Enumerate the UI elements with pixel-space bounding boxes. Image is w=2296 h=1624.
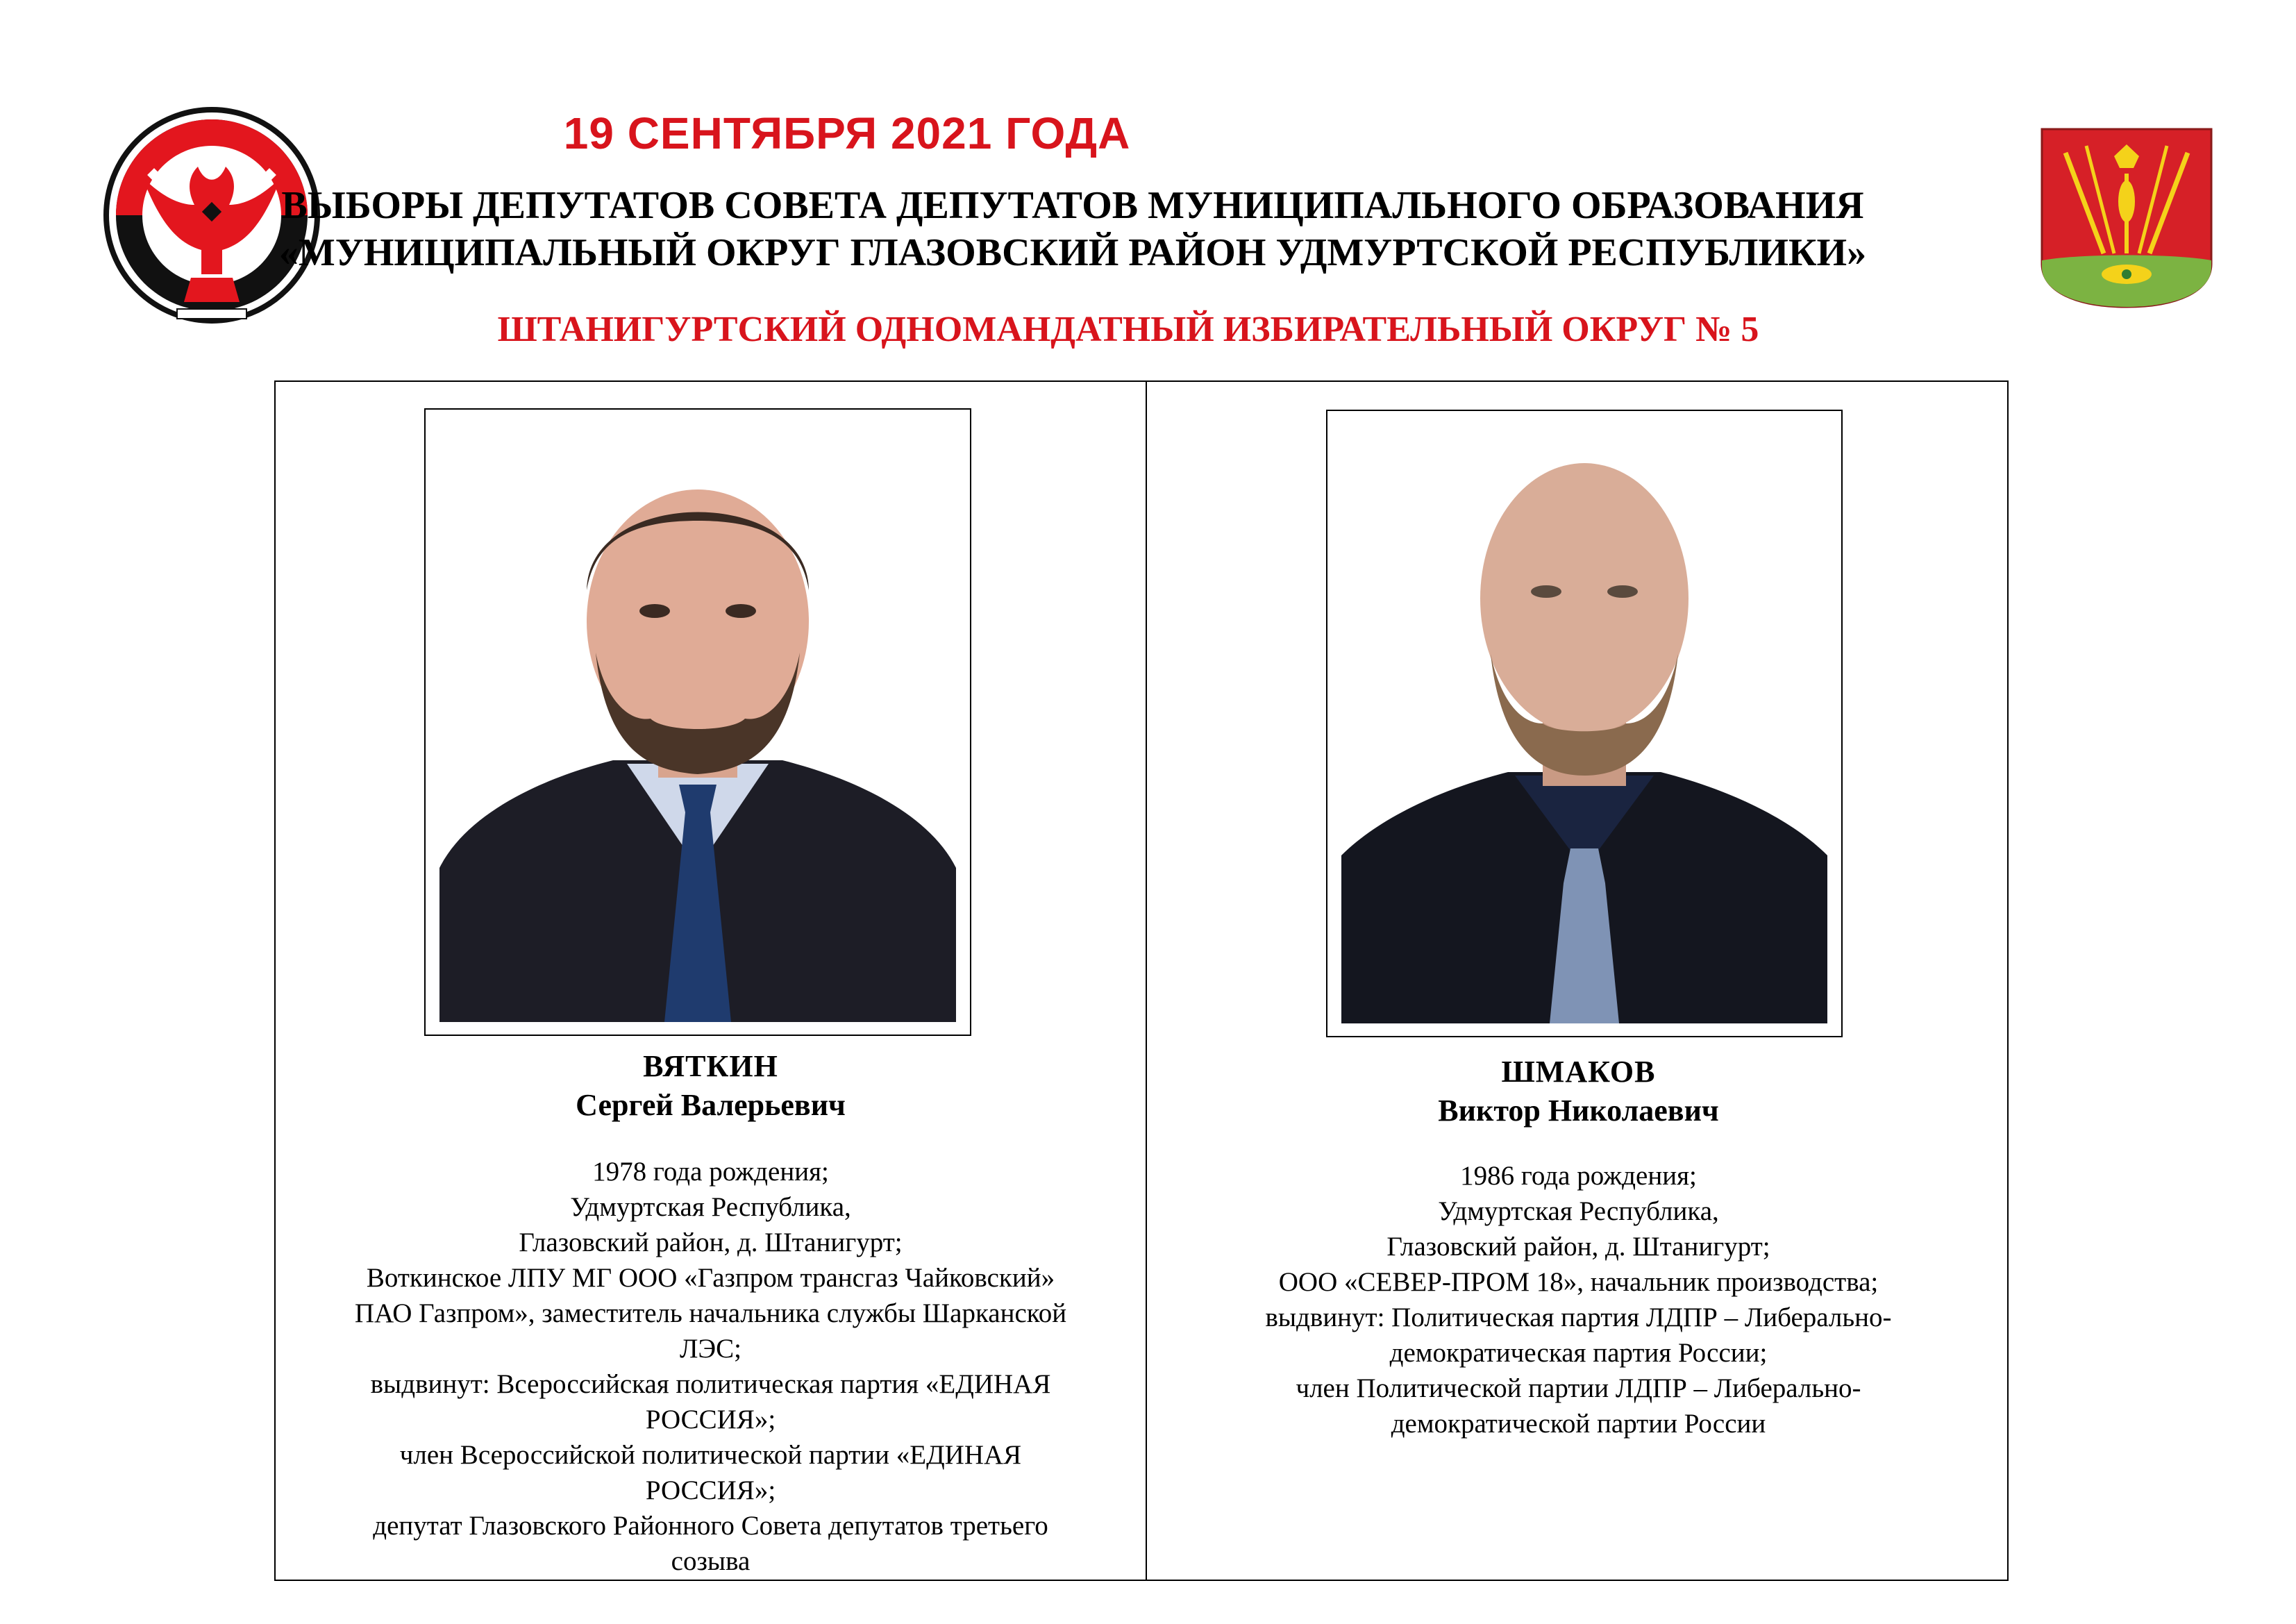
- glazov-district-coat-of-arms-icon: [2038, 125, 2215, 311]
- candidate-given-names: Виктор Николаевич: [1438, 1094, 1719, 1128]
- bio-line: Воткинское ЛПУ МГ ООО «Газпром трансгаз Чайковский»: [366, 1263, 1055, 1293]
- candidate-photo: [1341, 425, 1827, 1023]
- bio-line: депутат Глазовского Районного Совета депутатов третьего: [373, 1511, 1048, 1541]
- bio-line: демократическая партия России;: [1389, 1338, 1768, 1368]
- candidate-surname: ШМАКОВ: [1501, 1055, 1656, 1089]
- candidate-name: [1147, 1053, 2010, 1130]
- bio-line: демократической партии России: [1391, 1409, 1766, 1439]
- candidate-photo-frame: [1326, 410, 1843, 1037]
- bio-line: выдвинут: Политическая партия ЛДПР – Либерально-: [1265, 1303, 1892, 1332]
- bio-line: Глазовский район, д. Штанигурт;: [1386, 1232, 1770, 1262]
- bio-line: ПАО Газпром», заместитель начальника службы Шарканской: [354, 1298, 1067, 1328]
- bio-line: член Всероссийской политической партии «ЕДИНАЯ: [399, 1440, 1022, 1470]
- candidate-surname: ВЯТКИН: [643, 1049, 778, 1083]
- bio-line: РОССИЯ»;: [645, 1475, 776, 1505]
- candidate-given-names: Сергей Валерьевич: [576, 1088, 846, 1122]
- candidate-photo: [439, 424, 956, 1022]
- bio-line: выдвинут: Всероссийская политическая партия «ЕДИНАЯ: [370, 1369, 1051, 1399]
- bio-line: Глазовский район, д. Штанигурт;: [519, 1228, 903, 1257]
- bio-line: РОССИЯ»;: [645, 1405, 776, 1434]
- election-title: [208, 182, 1937, 276]
- bio-line: ЛЭС;: [679, 1334, 742, 1364]
- candidate-bio: [276, 1154, 1146, 1579]
- election-date: 19 СЕНТЯБРЯ 2021 ГОДА: [563, 108, 1131, 158]
- candidate-bio: [1147, 1158, 2010, 1441]
- bio-line: созыва: [671, 1546, 751, 1576]
- bio-line: 1978 года рождения;: [592, 1157, 829, 1187]
- election-title-line1: ВЫБОРЫ ДЕПУТАТОВ СОВЕТА ДЕПУТАТОВ МУНИЦИПАЛЬНОГО ОБРАЗОВАНИЯ: [281, 184, 1864, 227]
- bio-line: член Политической партии ЛДПР – Либерально-: [1296, 1373, 1861, 1403]
- candidate-photo-frame: [424, 408, 971, 1036]
- district-title: ШТАНИГУРТСКИЙ ОДНОМАНДАТНЫЙ ИЗБИРАТЕЛЬНЫЙ ОКРУГ № 5: [497, 310, 1759, 349]
- candidate-name: [276, 1047, 1146, 1125]
- election-title-line2: «МУНИЦИПАЛЬНЫЙ ОКРУГ ГЛАЗОВСКИЙ РАЙОН УДМУРТСКОЙ РЕСПУБЛИКИ»: [278, 231, 1867, 274]
- bio-line: Удмуртская Республика,: [570, 1192, 851, 1222]
- bio-line: Удмуртская Республика,: [1438, 1196, 1719, 1226]
- bio-line: ООО «СЕВЕР-ПРОМ 18», начальник производства;: [1278, 1267, 1879, 1297]
- bio-line: 1986 года рождения;: [1460, 1161, 1697, 1191]
- candidates-grid: [274, 380, 2009, 1581]
